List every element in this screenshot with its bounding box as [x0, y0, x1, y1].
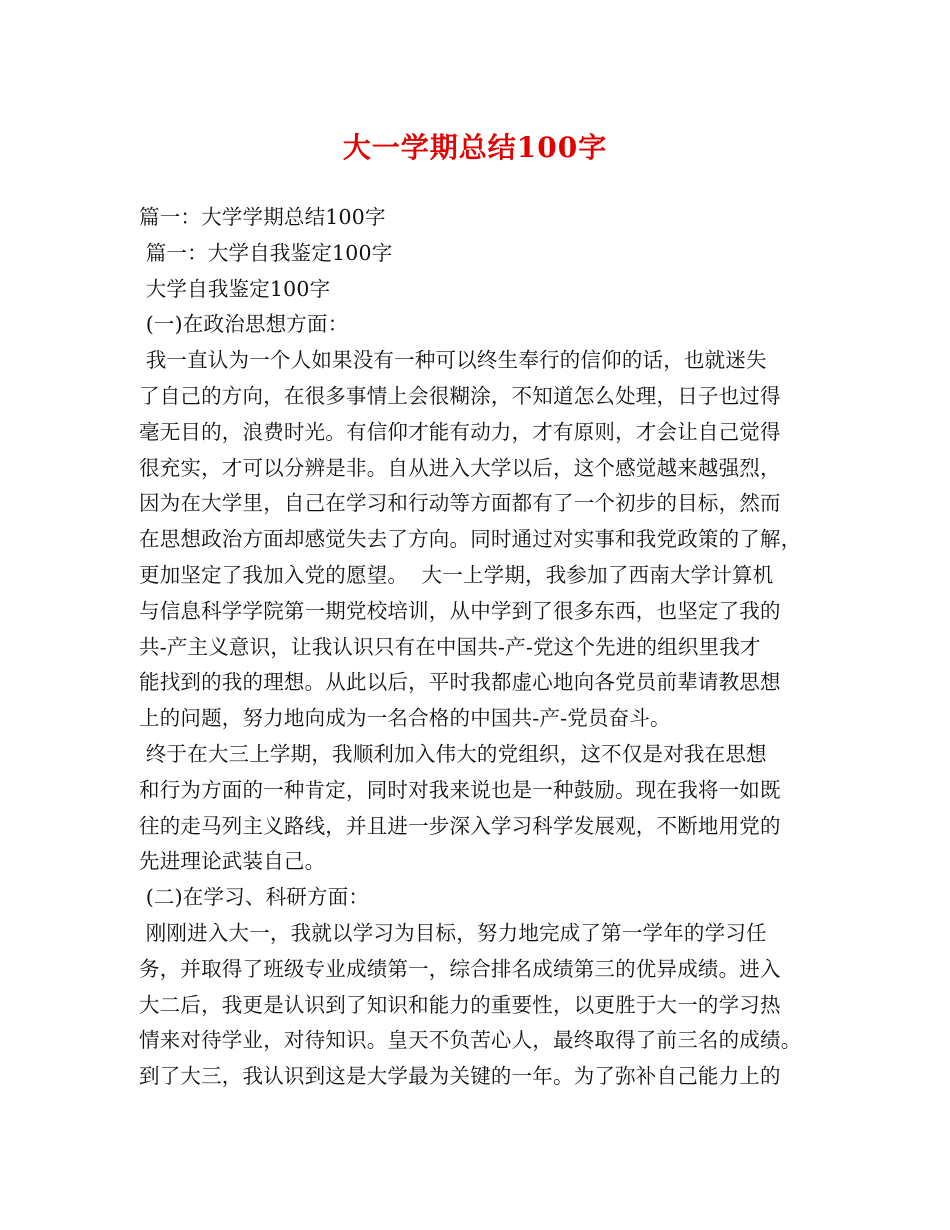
text-line: 刚刚进入大一，我就以学习为目标，努力地完成了第一学年的学习任	[139, 920, 767, 945]
text-line: 因为在大学里，自己在学习和行动等方面都有了一个初步的目标，然而	[139, 491, 781, 516]
text-line: 更加坚定了我加入党的愿望。 大一上学期，我参加了西南大学计算机	[139, 562, 774, 587]
text-line: 篇一：大学自我鉴定100字	[139, 240, 393, 265]
text-line: 务，并取得了班级专业成绩第一，综合排名成绩第三的优异成绩。进入	[139, 956, 781, 981]
text-line: 与信息科学学院第一期党校培训，从中学到了很多东西，也坚定了我的	[139, 598, 781, 623]
text-line: 共-产主义意识，让我认识只有在中国共-产-党这个先进的组织里我才	[139, 634, 761, 659]
text-line: 了自己的方向，在很多事情上会很糊涂，不知道怎么处理，日子也过得	[139, 383, 781, 408]
text-line: 毫无目的，浪费时光。有信仰才能有动力，才有原则，才会让自己觉得	[139, 419, 781, 444]
text-line: 能找到的我的理想。从此以后，平时我都虚心地向各党员前辈请教思想	[139, 670, 781, 695]
text-line: 先进理论武装自己。	[139, 849, 326, 874]
text-line: 到了大三，我认识到这是大学最为关键的一年。为了弥补自己能力上的	[139, 1064, 781, 1089]
text-line: 终于在大三上学期，我顺利加入伟大的党组织，这不仅是对我在思想	[139, 741, 767, 766]
text-line: 情来对待学业，对待知识。皇天不负苦心人，最终取得了前三名的成绩。	[139, 1028, 802, 1053]
text-line: 大二后，我更是认识到了知识和能力的重要性，以更胜于大一的学习热	[139, 992, 781, 1017]
document-body	[139, 200, 839, 1095]
text-line: 上的问题，努力地向成为一名合格的中国共-产-党员奋斗。	[139, 706, 671, 731]
document-title: 大一学期总结100字	[342, 131, 608, 164]
text-line: 很充实，才可以分辨是非。自从进入大学以后，这个感觉越来越强烈，	[139, 455, 781, 480]
text-line: 大学自我鉴定100字	[139, 276, 331, 301]
text-line: 往的走马列主义路线，并且进一步深入学习科学发展观，不断地用党的	[139, 813, 781, 838]
text-line: 我一直认为一个人如果没有一种可以终生奉行的信仰的话，也就迷失	[139, 348, 767, 373]
text-line: (一)在政治思想方面：	[139, 312, 349, 337]
text-line: 篇一：大学学期总结100字	[139, 205, 386, 229]
text-line: 在思想政治方面却感觉失去了方向。同时通过对实事和我党政策的了解，	[139, 527, 802, 552]
text-line: 和行为方面的一种肯定，同时对我来说也是一种鼓励。现在我将一如既	[139, 777, 781, 802]
text-line: (二)在学习、科研方面：	[139, 885, 370, 910]
